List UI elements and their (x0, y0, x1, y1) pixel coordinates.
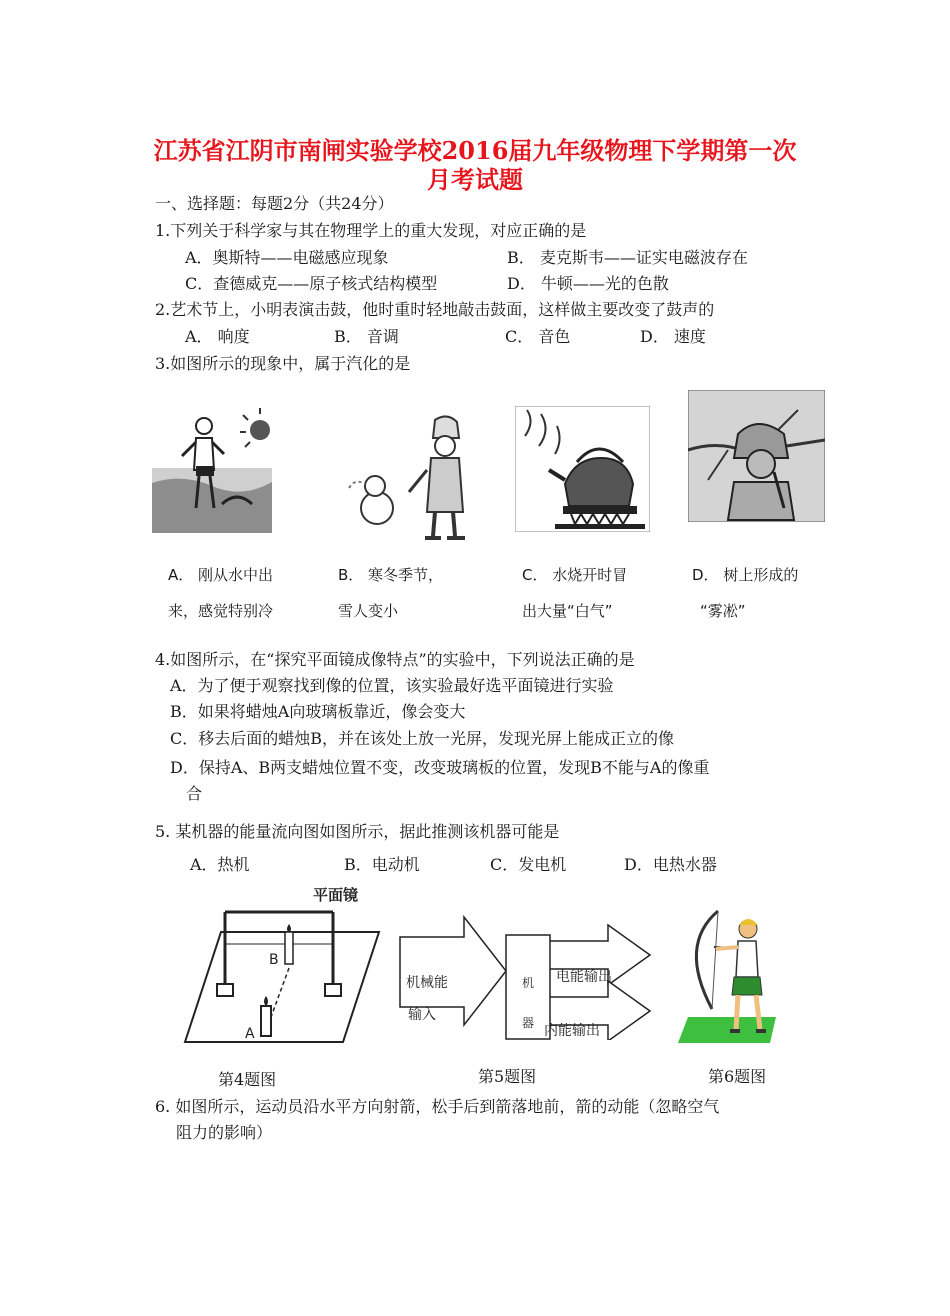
page-title-line1: 江苏省江阴市南闸实验学校2016届九年级物理下学期第一次 (153, 136, 797, 165)
figure-6-caption: 第6题图 (708, 1067, 767, 1086)
figure-5-caption: 第5题图 (478, 1067, 537, 1086)
q1-option-d: D． 牛顿——光的色散 (507, 274, 669, 293)
q2-option-b: B． 音调 (334, 327, 399, 346)
q1-option-a: A．奥斯特——电磁感应现象 (185, 248, 389, 267)
figure-4-candle-a-label: A (245, 1026, 255, 1042)
figure-4-candle-b-label: B (269, 952, 279, 968)
q3-figure-b (335, 408, 475, 548)
figure-4-caption: 第4题图 (218, 1070, 277, 1089)
q2-option-a: A． 响度 (185, 327, 250, 346)
figure-5-output-electric: 电能输出 (556, 969, 612, 985)
figure-5-energy-flow (398, 915, 658, 1040)
q2-stem: 2.艺术节上，小明表演击鼓，他时重时轻地敲击鼓面，这样做主要改变了鼓声的 (155, 300, 715, 319)
q6-stem-line1: 6. 如图所示，运动员沿水平方向射箭，松手后到箭落地前，箭的动能（忽略空气 (155, 1097, 720, 1116)
page-title-line2: 月考试题 (427, 165, 523, 194)
q1-option-b: B． 麦克斯韦——证实电磁波存在 (507, 248, 748, 267)
figure-4-plane-mirror (183, 882, 383, 1050)
q3-figure-d (688, 390, 825, 522)
figure-5-machine-label-2: 器 (522, 1016, 535, 1030)
q5-option-d: D．电热水器 (624, 855, 717, 874)
q3-option-b-line1: B． 寒冬季节， (338, 566, 444, 584)
q5-stem: 5. 某机器的能量流向图如图所示，据此推测该机器可能是 (155, 822, 560, 841)
q3-option-c-line1: C． 水烧开时冒 (522, 566, 628, 584)
q3-option-a-line2: 来，感觉特别冷 (168, 602, 274, 620)
figure-4-mirror-label: 平面镜 (313, 886, 359, 904)
q5-option-b: B．电动机 (344, 855, 420, 874)
q3-option-b-line2: 雪人变小 (338, 602, 399, 620)
q2-option-c: C． 音色 (505, 327, 571, 346)
q4-stem: 4.如图所示，在“探究平面镜成像特点”的实验中，下列说法正确的是 (155, 650, 635, 669)
q3-option-a-line1: A． 刚从水中出 (168, 566, 274, 584)
q3-option-c-line2: 出大量“白气” (522, 602, 613, 620)
q3-figure-c (515, 406, 650, 532)
q3-option-d-line1: D． 树上形成的 (692, 566, 799, 584)
figure-5-output-heat: 内能输出 (544, 1023, 600, 1039)
figure-6-archer (676, 905, 781, 1045)
figure-5-machine-label-1: 机 (522, 976, 535, 990)
section-heading: 一、选择题：每题2分（共24分） (155, 194, 394, 213)
q4-option-d-line2: 合 (186, 784, 203, 803)
q6-stem-line2: 阻力的影响） (176, 1123, 273, 1142)
q4-option-c: C．移去后面的蜡烛B，并在该处上放一光屏，发现光屏上能成正立的像 (170, 729, 675, 748)
q4-option-b: B．如果将蜡烛A向玻璃板靠近，像会变大 (170, 702, 466, 721)
q5-option-c: C．发电机 (490, 855, 567, 874)
q3-option-d-line2: “雾凇” (700, 602, 746, 620)
figure-5-input-label-1: 机械能 (406, 975, 448, 991)
q3-figure-a (152, 408, 272, 533)
q4-option-a: A．为了便于观察找到像的位置，该实验最好选平面镜进行实验 (170, 676, 614, 695)
q1-option-c: C．查德威克——原子核式结构模型 (185, 274, 438, 293)
q4-option-d-line1: D．保持A、B两支蜡烛位置不变，改变玻璃板的位置，发现B不能与A的像重 (170, 758, 710, 777)
q1-stem: 1.下列关于科学家与其在物理学上的重大发现，对应正确的是 (155, 221, 587, 240)
figure-5-input-label-2: 输入 (408, 1007, 436, 1023)
q5-option-a: A．热机 (190, 855, 250, 874)
q2-option-d: D． 速度 (640, 327, 706, 346)
q3-stem: 3.如图所示的现象中，属于汽化的是 (155, 354, 411, 373)
